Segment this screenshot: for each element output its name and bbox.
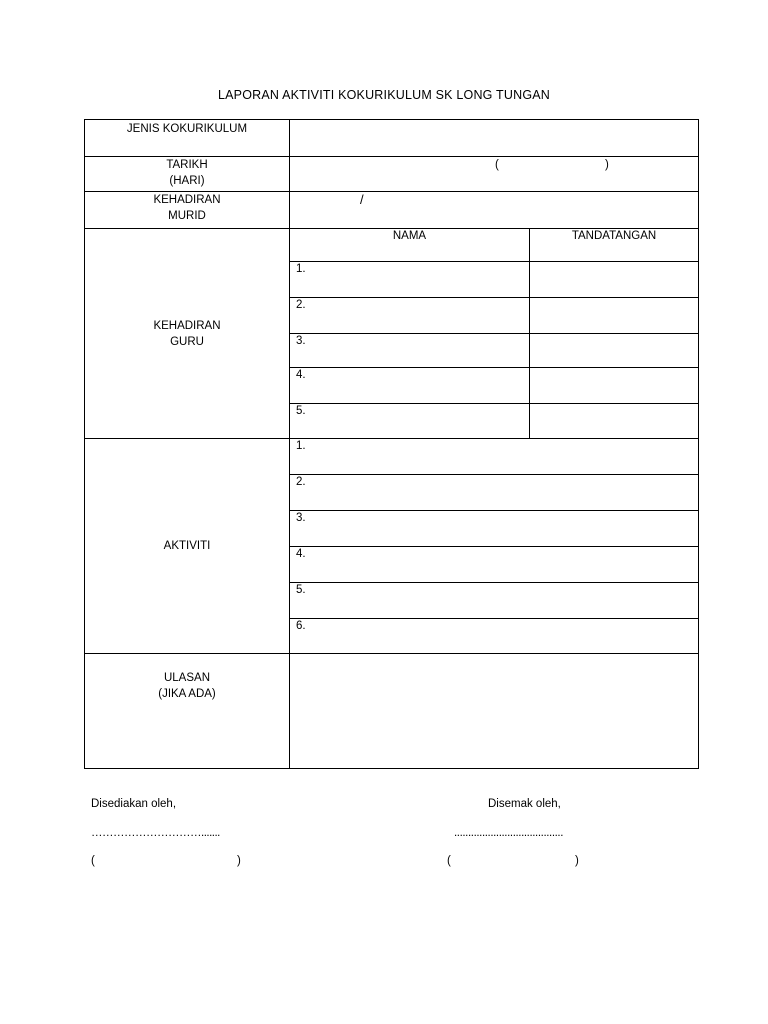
aktiviti-row-number: 5. [296,584,306,596]
guru-signature-field[interactable] [530,334,699,368]
guru-signature-field[interactable] [530,404,699,439]
tarikh-label: TARIKH [166,159,208,171]
kehadiran-guru-label-cell [85,229,290,439]
aktiviti-row-number: 3. [296,512,306,524]
report-form-table [84,119,699,769]
kehadiran-murid-label-cell [85,192,290,229]
kehadiran-murid-field[interactable] [290,192,699,229]
jenis-kokurikulum-label-cell [85,120,290,157]
tarikh-label-cell [85,157,290,192]
guru-row-number: 4. [296,369,306,381]
aktiviti-row-number: 6. [296,620,306,632]
aktiviti-row-number: 1. [296,440,306,452]
guru-nama-field[interactable] [290,368,530,404]
ulasan-sublabel: (JIKA ADA) [158,688,216,700]
kehadiran-murid-sublabel: MURID [168,210,206,222]
row-kehadiran-guru-header [85,229,699,262]
tarikh-close-paren: ) [605,159,609,171]
aktiviti-field[interactable] [290,619,699,654]
prepared-by-open-paren: ( [91,855,95,867]
jenis-kokurikulum-label: JENIS KOKURIKULUM [126,123,248,135]
guru-nama-field[interactable] [290,262,530,298]
prepared-by-signature-line[interactable]: …………………………....... [91,827,220,839]
col-header-nama: NAMA [290,229,530,262]
tarikh-open-paren: ( [495,159,499,171]
prepared-by-label: Disediakan oleh, [91,798,177,810]
checked-by-signature-line[interactable]: ....................................... [454,827,564,839]
tarikh-field[interactable] [290,157,699,192]
ulasan-label: ULASAN [163,672,211,684]
aktiviti-label-cell [85,439,290,654]
aktiviti-row-number: 2. [296,476,306,488]
checked-by-label: Disemak oleh, [488,798,561,810]
kehadiran-guru-sublabel: GURU [170,335,204,348]
checked-by-close-paren: ) [575,855,579,867]
aktiviti-row-number: 4. [296,548,306,560]
row-tarikh [85,157,699,192]
guru-row-number: 5. [296,405,306,417]
col-header-tandatangan: TANDATANGAN [530,229,699,262]
tarikh-sublabel: (HARI) [169,175,205,187]
guru-nama-field[interactable] [290,298,530,334]
aktiviti-label: AKTIVITI [163,540,211,552]
jenis-kokurikulum-field[interactable] [290,120,699,157]
guru-row-number: 1. [296,263,306,275]
aktiviti-field[interactable] [290,511,699,547]
page-title: LAPORAN AKTIVITI KOKURIKULUM SK LONG TUNGAN [217,88,551,102]
row-kehadiran-murid [85,192,699,229]
aktiviti-field[interactable] [290,583,699,619]
kehadiran-murid-label: KEHADIRAN [153,194,221,206]
prepared-by-close-paren: ) [237,855,241,867]
kehadiran-murid-separator: / [360,192,364,207]
row-ulasan [85,654,699,769]
row-jenis-kokurikulum [85,120,699,157]
ulasan-field[interactable] [290,654,699,769]
aktiviti-field[interactable] [290,475,699,511]
guru-nama-field[interactable] [290,404,530,439]
aktiviti-row [85,439,699,475]
guru-row-number: 3. [296,335,306,347]
aktiviti-field[interactable] [290,439,699,475]
guru-signature-field[interactable] [530,262,699,298]
checked-by-open-paren: ( [447,855,451,867]
ulasan-label-cell [85,654,290,769]
aktiviti-field[interactable] [290,547,699,583]
kehadiran-guru-label: KEHADIRAN [153,319,221,332]
guru-row-number: 2. [296,299,306,311]
guru-nama-field[interactable] [290,334,530,368]
guru-signature-field[interactable] [530,298,699,334]
guru-signature-field[interactable] [530,368,699,404]
